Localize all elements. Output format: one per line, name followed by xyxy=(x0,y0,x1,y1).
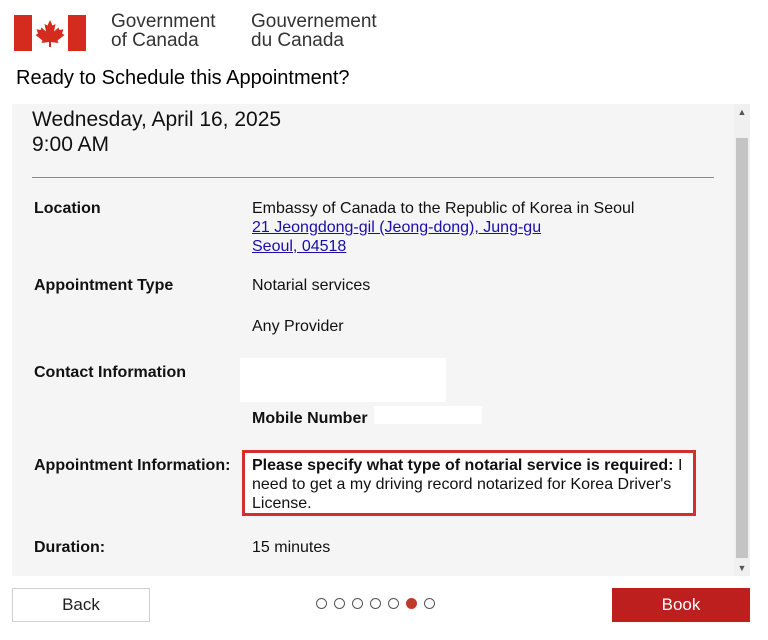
canada-flag-icon xyxy=(14,15,86,51)
duration-value: 15 minutes xyxy=(252,539,331,556)
step-dot-1 xyxy=(316,598,327,609)
address-link-line1[interactable]: 21 Jeongdong-gil (Jeong-dong), Jung-gu xyxy=(252,219,542,236)
vertical-scrollbar[interactable] xyxy=(734,104,750,576)
gov-fr-line1: Gouvernement xyxy=(251,11,377,32)
gc-header xyxy=(0,0,768,58)
step-dot-5 xyxy=(388,598,399,609)
book-button[interactable]: Book xyxy=(612,588,750,622)
page-title: Ready to Schedule this Appointment? xyxy=(16,67,350,89)
appointment-time: 9:00 AM xyxy=(32,133,110,156)
address-link-line2[interactable]: Seoul, 04518 xyxy=(252,238,347,255)
appointment-date: Wednesday, April 16, 2025 xyxy=(32,108,282,131)
gov-en-line2: of Canada xyxy=(111,30,199,51)
scroll-thumb[interactable] xyxy=(736,138,748,558)
step-dot-6 xyxy=(406,598,417,609)
redacted-contact-field xyxy=(240,358,446,402)
scroll-up-arrow-icon[interactable]: ▲ xyxy=(737,107,747,117)
back-button[interactable]: Back xyxy=(12,588,150,622)
wizard-footer xyxy=(0,586,768,640)
appointment-information-value xyxy=(252,456,688,513)
location-label: Location xyxy=(34,200,101,217)
contact-information-label: Contact Information xyxy=(34,364,186,381)
appointment-type-value: Notarial services xyxy=(252,277,371,294)
location-name: Embassy of Canada to the Republic of Korea in Seoul xyxy=(252,200,635,217)
duration-label: Duration: xyxy=(34,539,106,556)
step-dot-3 xyxy=(352,598,363,609)
provider-value: Any Provider xyxy=(252,318,344,335)
step-dot-2 xyxy=(334,598,345,609)
divider xyxy=(32,177,714,178)
redacted-mobile-field xyxy=(374,406,482,424)
info-answer: I need to get a my driving record notarized for Korea Driver's License. xyxy=(252,457,683,512)
location-value xyxy=(252,199,634,256)
gov-fr-line2: du Canada xyxy=(251,30,344,51)
government-of-canada-wordmark-en xyxy=(111,12,216,50)
step-indicator xyxy=(316,598,435,612)
mobile-number-label: Mobile Number xyxy=(252,410,368,427)
appointment-type-label: Appointment Type xyxy=(34,277,174,294)
scroll-down-arrow-icon[interactable]: ▼ xyxy=(737,563,747,573)
appointment-summary-panel xyxy=(12,104,750,576)
step-dot-4 xyxy=(370,598,381,609)
gov-en-line1: Government xyxy=(111,11,216,32)
info-question: Please specify what type of notarial service is required: xyxy=(252,457,674,474)
appointment-summary-content xyxy=(12,104,734,576)
government-of-canada-wordmark-fr xyxy=(251,12,377,50)
step-dot-7 xyxy=(424,598,435,609)
appointment-information-label: Appointment Information: xyxy=(34,457,231,474)
